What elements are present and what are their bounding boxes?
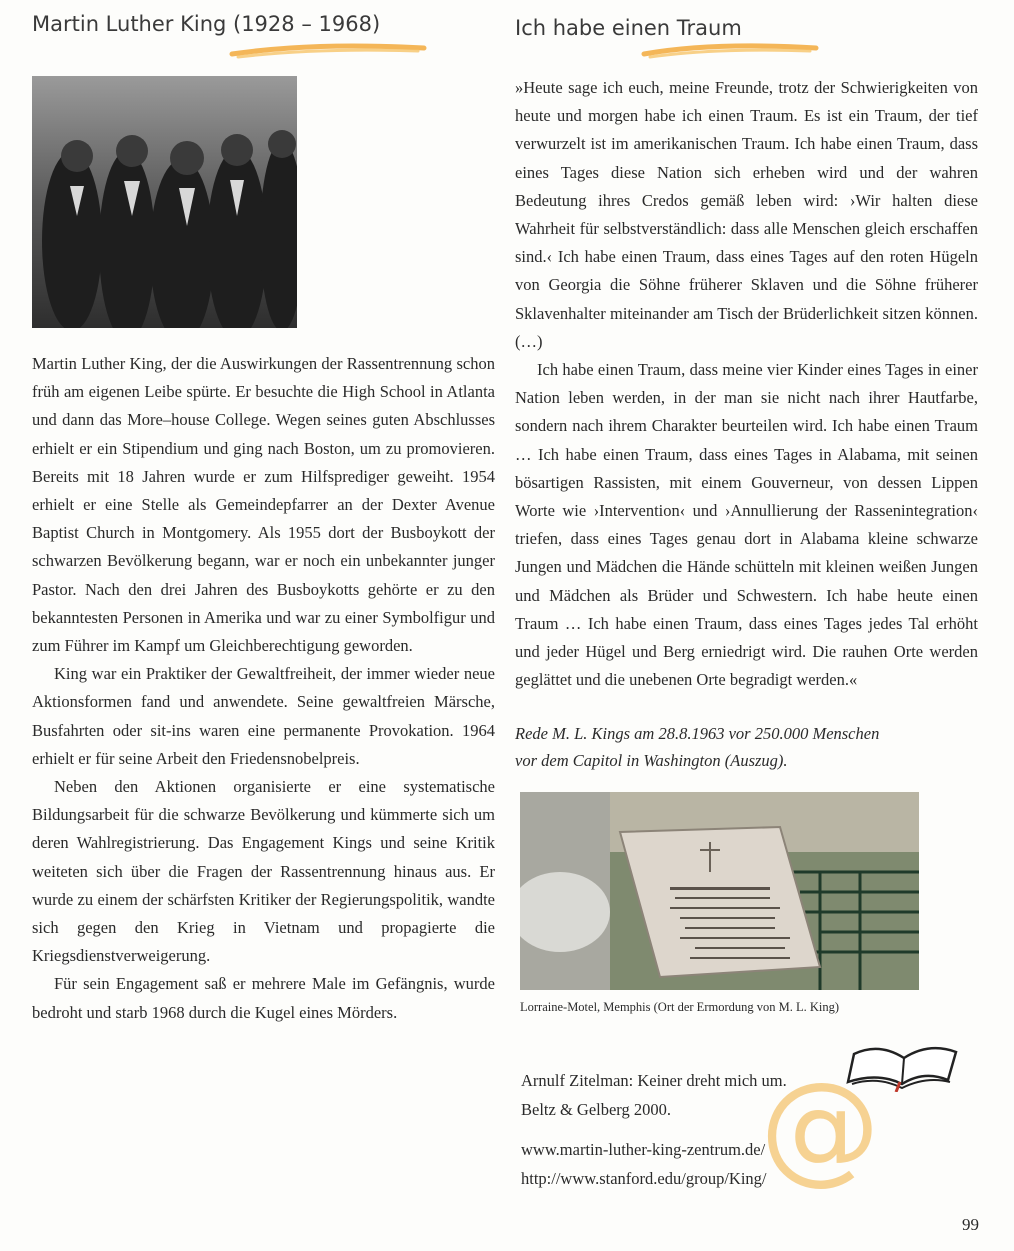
- page-number: 99: [962, 1215, 979, 1234]
- attribution-line: vor dem Capitol in Washington (Auszug).: [515, 751, 788, 770]
- at-sign-icon: @: [760, 1058, 880, 1197]
- quote-paragraph: Ich habe einen Traum, dass meine vier Kinder eines Tages in einer Nation leben werden, in der man sie nicht nach ihrer Hautfarbe, sondern nach ihrem Charakter beurteilen wird. Ich habe einen Traum … Ich habe einen Traum, dass eines Tages in Alabama, mit seinen bösartigen Rassisten, mit einem Gouverneur, von dessen Lippen Worte wie ›Intervention‹ und ›Annullierung der Rassenintegration‹ triefen, dass eines Tages genau dort in Alabama kleine schwarze Jungen und Mädchen die Hände schütteln mit kleinen weißen Jungen und Mädchen als Brüder und Schwestern. Ich habe heute einen Traum … Ich habe einen Traum, dass eines Tages jedes Tal erhöht und jeder Hügel und Berg erniedrigt wird. Die rauhen Orte werden geglättet und die unebenen Orte begradigt werden.«: [515, 360, 978, 690]
- attribution-line: Rede M. L. Kings am 28.8.1963 vor 250.000 Menschen: [515, 724, 880, 743]
- march-photo: [32, 76, 297, 328]
- heading-brush-underline: [640, 40, 820, 62]
- speech-attribution: [515, 720, 879, 774]
- book-reference-line: Beltz & Gelberg 2000.: [521, 1100, 671, 1119]
- quote-paragraph: »Heute sage ich euch, meine Freunde, trotz der Schwierigkeiten von heute und morgen habe ich einen Traum. Es ist ein Traum, der tief verwurzelt ist im amerikanischen Traum. Ich habe einen Traum, dass eines Tages diese Nation sich erheben wird und der wahren Bedeutung ihres Credos gemäß leben wird: ›Wir halten diese Wahrheit für selbstverständlich: dass alle Menschen gleich erschaffen sind.‹ Ich habe einen Traum, dass eines Tages auf den roten Hügeln von Georgia die Söhne früherer Sklaven und die Söhne früherer Sklavenhalter miteinander am Tisch der Brüderlichkeit sitzen können. (…): [515, 78, 978, 351]
- left-heading: Martin Luther King (1928 – 1968): [32, 12, 381, 36]
- book-reference-line: Arnulf Zitelman: Keiner dreht mich um.: [521, 1071, 787, 1090]
- biography-paragraph: Martin Luther King, der die Auswirkungen der Rassentrennung schon früh am eigenen Leibe spürte. Er besuchte die High School in Atlanta und dann das More–house College. Wegen seines guten Abschlusses erhielt er ein Stipendium und ging nach Boston, um zu promovieren. Bereits mit 18 Jahren wurde er zum Hilfsprediger geweiht. 1954 erhielt er eine Stelle als Gemeindepfarrer an der Dexter Avenue Baptist Church in Montgomery. Als 1955 dort der Busboykott der schwarzen Bevölkerung begann, war er noch ein unbekannter junger Pastor. Nach den drei Jahren des Busboykotts gehörte er zu den bekanntesten Personen in Amerika und war zu einer Symbolfigur und zum Führer im Kampf um Gleichberechtigung geworden.: [32, 354, 495, 656]
- speech-quote: [515, 74, 978, 694]
- book-reference: [521, 1066, 787, 1124]
- memorial-plaque-photo: [520, 792, 919, 990]
- web-link[interactable]: http://www.stanford.edu/group/King/: [521, 1169, 767, 1188]
- biography-paragraph: King war ein Praktiker der Gewaltfreiheit, der immer wieder neue Aktionsformen fand und anwendete. Seine gewaltfreien Märsche, Busfahrten oder sit-ins waren eine permanente Provokation. 1964 erhielt er für seine Arbeit den Friedensnobelpreis.: [32, 664, 495, 768]
- web-links: [521, 1135, 767, 1193]
- photo-caption: Lorraine-Motel, Memphis (Ort der Ermordung von M. L. King): [520, 1000, 840, 1014]
- heading-brush-underline: [228, 40, 428, 62]
- web-link[interactable]: www.martin-luther-king-zentrum.de/: [521, 1140, 766, 1159]
- biography-paragraph: Neben den Aktionen organisierte er eine systematische Bildungsarbeit für die schwarze Bevölkerung und kümmerte sich um deren Wahlregistrierung. Das Engagement Kings und seine Kritik weiteten sich über die Fragen der Rassentrennung hinaus aus. Er wurde zu einem der schärfsten Kritiker der Regierungspolitik, wandte sich gegen den Krieg in Vietnam und propagierte die Kriegsdienstverweigerung.: [32, 777, 495, 966]
- right-heading: Ich habe einen Traum: [515, 16, 742, 40]
- biography-text: [32, 350, 495, 1027]
- biography-paragraph: Für sein Engagement saß er mehrere Male im Gefängnis, wurde bedroht und starb 1968 durch die Kugel eines Mörders.: [32, 974, 495, 1022]
